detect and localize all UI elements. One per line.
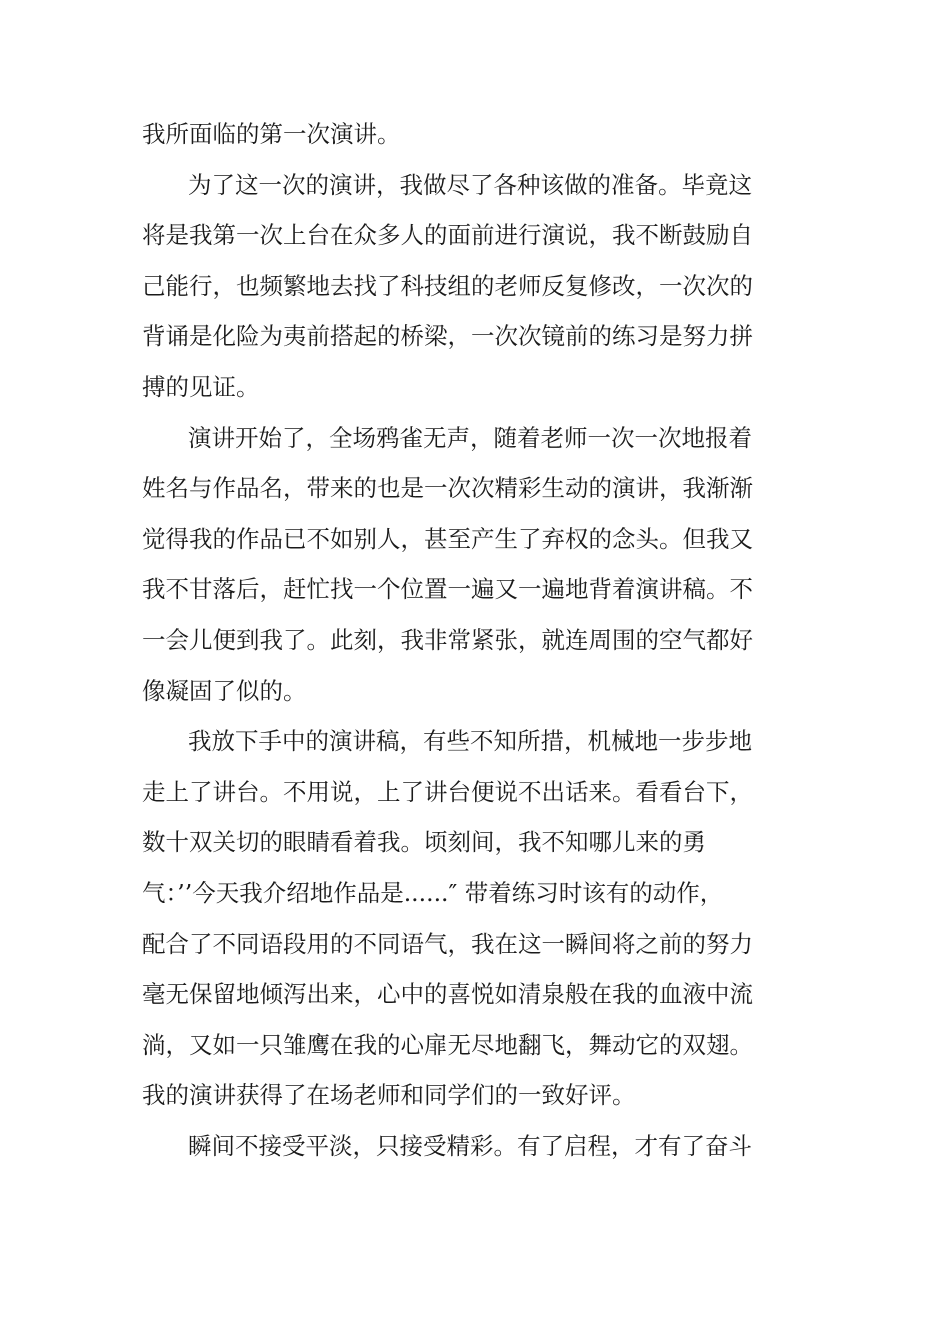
text-line: 淌，又如一只雏鹰在我的心扉无尽地翻飞，舞动它的双翅。 xyxy=(142,1030,753,1059)
text-line: 我所面临的第一次演讲。 xyxy=(142,120,401,148)
paragraph-first-line: 瞬间不接受平淡，只接受精彩。有了启程，才有了奋斗 xyxy=(188,1131,752,1160)
text-line: 气：’’今天我介绍地作品是......″ 带着练习时该有的动作， xyxy=(142,878,724,907)
text-line: 数十双关切的眼睛看着我。顷刻间，我不知哪儿来的勇 xyxy=(142,828,706,857)
text-line: 毫无保留地倾泻出来，心中的喜悦如清泉般在我的血液中流 xyxy=(142,980,753,1009)
text-line: 一会儿便到我了。此刻，我非常紧张，就连周围的空气都好 xyxy=(142,625,753,654)
text-line: 配合了不同语段用的不同语气，我在这一瞬间将之前的努力 xyxy=(142,929,753,958)
paragraph-first-line: 为了这一次的演讲，我做尽了各种该做的准备。毕竟这 xyxy=(188,170,752,199)
text-line: 背诵是化险为夷前搭起的桥梁，一次次镜前的练习是努力拼 xyxy=(142,322,753,351)
text-line: 我的演讲获得了在场老师和同学们的一致好评。 xyxy=(142,1081,636,1110)
text-line: 我不甘落后，赶忙找一个位置一遍又一遍地背着演讲稿。不 xyxy=(142,575,753,604)
text-line: 搏的见证。 xyxy=(142,372,260,401)
text-line: 走上了讲台。不用说，上了讲台便说不出话来。看看台下， xyxy=(142,777,753,806)
text-line: 像凝固了似的。 xyxy=(142,676,307,705)
text-line: 将是我第一次上台在众多人的面前进行演说，我不断鼓励自 xyxy=(142,221,753,250)
paragraph-first-line: 我放下手中的演讲稿，有些不知所措，机械地一步步地 xyxy=(188,727,752,756)
text-line: 姓名与作品名，带来的也是一次次精彩生动的演讲，我渐渐 xyxy=(142,474,753,503)
text-line: 己能行，也频繁地去找了科技组的老师反复修改，一次次的 xyxy=(142,271,753,300)
body-text xyxy=(142,109,812,1171)
paragraph-first-line: 演讲开始了，全场鸦雀无声，随着老师一次一次地报着 xyxy=(188,423,752,452)
text-line: 觉得我的作品已不如别人，甚至产生了弃权的念头。但我又 xyxy=(142,524,753,553)
